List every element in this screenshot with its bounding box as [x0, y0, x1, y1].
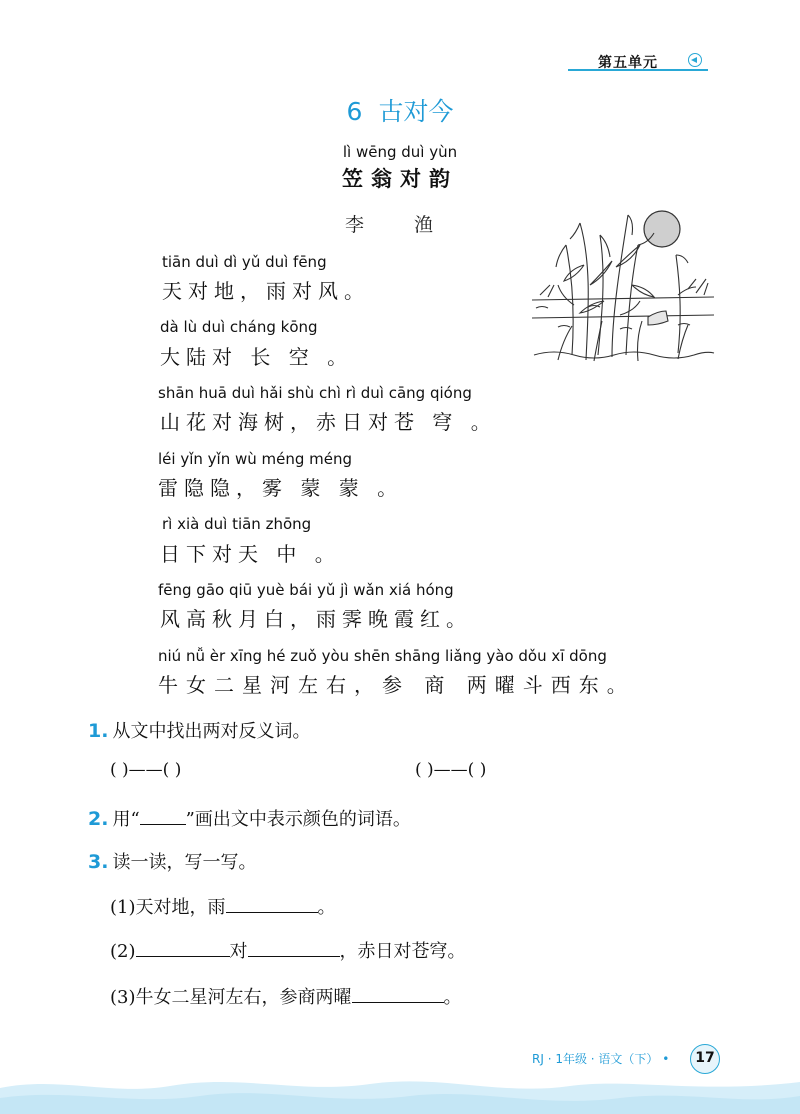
fill-blank-2b[interactable] — [248, 938, 340, 957]
footer-waves — [0, 1066, 800, 1114]
question-3 — [88, 848, 256, 874]
fill-item-2-mid: 对 — [229, 941, 248, 962]
question-1-number: 1. — [88, 720, 109, 742]
lesson-name: 古对今 — [378, 97, 454, 126]
poem-line-3-text: 山花对海树，赤日对苍 穹 。 — [160, 410, 497, 434]
question-1-text: 从文中找出两对反义词。 — [112, 721, 311, 742]
lesson-number: 6 — [346, 97, 363, 126]
poem-line-1-pinyin: tiān duì dì yǔ duì fēng — [162, 253, 327, 271]
question-2 — [88, 805, 411, 831]
poem-title-pinyin: lì wēng duì yùn — [342, 143, 458, 161]
poem-line-7-pinyin: niú nǚ èr xīng hé zuǒ yòu shēn shāng liǎng yào dǒu xī dōng — [158, 647, 607, 665]
fill-item-3 — [110, 983, 462, 1009]
poem-author: 李 渔 — [344, 214, 456, 236]
fill-blank-1[interactable] — [226, 894, 318, 913]
antonym-pair-b[interactable]: ( )——( ) — [415, 760, 487, 780]
poem-line-4-pinyin: léi yǐn yǐn wù méng méng — [158, 450, 353, 468]
fill-item-2-suffix: ，赤日对苍穹。 — [339, 941, 466, 962]
poem-line-6-text: 风高秋月白，雨霁晚霞红。 — [160, 607, 472, 631]
poem-line-3-pinyin: shān huā duì hǎi shù chì rì duì cāng qióng — [158, 384, 472, 402]
fill-item-3-prefix: (3)牛女二星河左右，参商两曜 — [110, 987, 352, 1008]
fill-item-1-prefix: (1)天对地，雨 — [110, 897, 226, 918]
book-info: RJ · 1年级 · 语文（下） • — [532, 1052, 670, 1066]
unit-label: 第五单元 — [598, 55, 658, 71]
reed-moon-illustration — [528, 205, 718, 365]
poem-line-5-text: 日下对天 中 。 — [160, 542, 341, 566]
poem-line-1-text: 天对地，雨对风。 — [162, 279, 370, 303]
header-rule — [568, 69, 708, 71]
poem-line-6-pinyin: fēng gāo qiū yuè bái yǔ jì wǎn xiá hóng — [158, 581, 454, 599]
poem-line-7-text: 牛女二星河左右，参 商 两曜斗西东。 — [158, 673, 635, 697]
arrow-left-icon — [688, 53, 702, 67]
poem-line-5-pinyin: rì xià duì tiān zhōng — [162, 515, 312, 533]
question-2-suffix: ”画出文中表示颜色的词语。 — [185, 809, 411, 830]
question-3-number: 3. — [88, 851, 109, 873]
question-2-prefix: 用“ — [112, 809, 140, 830]
antonym-pair-a[interactable]: ( )——( ) — [110, 760, 182, 780]
question-1 — [88, 717, 310, 743]
page-number: 17 — [690, 1044, 720, 1074]
fill-item-2 — [110, 937, 466, 963]
question-3-text: 读一读，写一写。 — [112, 852, 257, 873]
fill-item-1 — [110, 893, 336, 919]
fill-blank-3[interactable] — [352, 984, 444, 1003]
question-2-number: 2. — [88, 808, 109, 830]
fill-item-2-prefix: (2) — [110, 941, 136, 962]
poem-title: 笠翁对韵 — [342, 166, 458, 191]
fill-item-1-suffix: 。 — [317, 897, 336, 918]
fill-blank-2a[interactable] — [136, 938, 230, 957]
underline-sample — [140, 806, 186, 825]
poem-line-2-text: 大陆对 长 空 。 — [160, 345, 354, 369]
fill-item-3-suffix: 。 — [443, 987, 462, 1008]
lesson-title — [0, 92, 800, 128]
poem-line-4-text: 雷隐隐，雾 蒙 蒙 。 — [158, 476, 404, 500]
poem-line-2-pinyin: dà lù duì cháng kōng — [160, 318, 318, 336]
